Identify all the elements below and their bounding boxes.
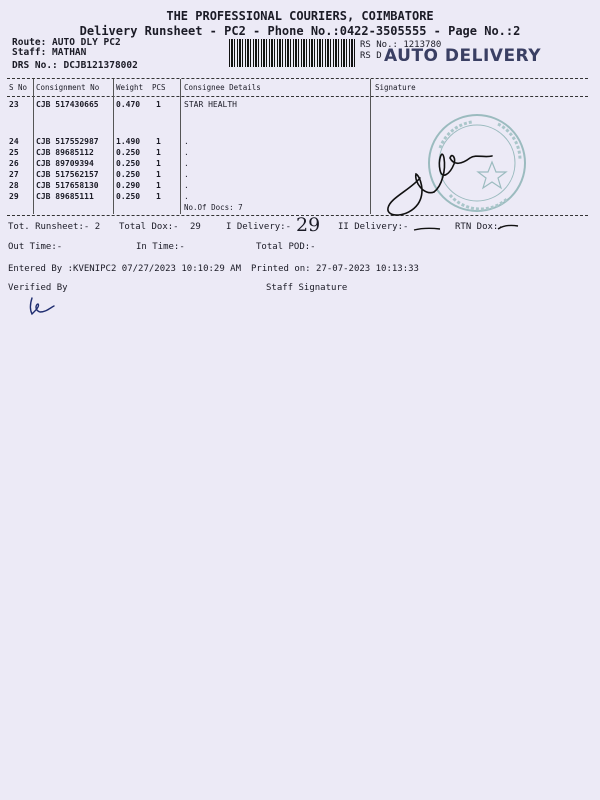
row-weight: 1.490 <box>116 137 141 146</box>
rs-number: RS No.: 1213780 <box>360 40 442 50</box>
row-pcs: 1 <box>156 148 161 157</box>
row-pcs: 1 <box>156 100 161 109</box>
col-header-consignee: Consignee Details <box>184 83 261 92</box>
verifier-initials-icon <box>18 296 58 318</box>
row-sno: 27 <box>9 170 19 179</box>
col-header-weight: Weight <box>116 83 144 92</box>
col-header-sno: S No <box>9 83 28 92</box>
document-title: THE PROFESSIONAL COURIERS, COIMBATORE <box>166 9 434 23</box>
rtn-dox-dash-icon <box>496 222 520 232</box>
table-header-rule <box>7 96 588 97</box>
total-dox-value: 29 <box>190 222 201 232</box>
rtn-dox-label: RTN Dox:- <box>455 222 504 232</box>
no-of-docs: No.Of Docs: 7 <box>184 203 243 212</box>
staff-signature-label: Staff Signature <box>266 283 348 293</box>
verified-by-label: Verified By <box>8 283 68 293</box>
staff-label: Staff: MATHAN <box>12 47 87 58</box>
row-pcs: 1 <box>156 192 161 201</box>
col-divider <box>370 79 371 214</box>
row-weight: 0.250 <box>116 170 141 179</box>
in-time-label: In Time:- <box>136 242 185 252</box>
tot-runsheet: Tot. Runsheet:- 2 <box>8 222 101 232</box>
row-consignee: STAR HEALTH <box>184 100 237 109</box>
row-sno: 24 <box>9 137 19 146</box>
row-consignee: . <box>184 170 189 179</box>
row-consignment: CJB 89685111 <box>36 192 94 201</box>
i-delivery-label: I Delivery:- <box>226 222 292 232</box>
i-delivery-handwritten-value: 29 <box>296 214 321 236</box>
col-header-consignment: Consignment No <box>36 83 100 92</box>
row-pcs: 1 <box>156 170 161 179</box>
row-weight: 0.250 <box>116 148 141 157</box>
col-divider <box>113 79 114 214</box>
col-header-pcs: PCS <box>152 83 166 92</box>
row-consignee: . <box>184 137 189 146</box>
row-consignment: CJB 517430665 <box>36 100 99 109</box>
col-header-signature: Signature <box>375 83 416 92</box>
row-sno: 29 <box>9 192 19 201</box>
row-pcs: 1 <box>156 181 161 190</box>
total-dox-label: Total Dox:- <box>119 222 179 232</box>
row-consignee: . <box>184 192 189 201</box>
row-pcs: 1 <box>156 137 161 146</box>
row-consignment: CJB 517552987 <box>36 137 99 146</box>
row-sno: 28 <box>9 181 19 190</box>
row-consignment: CJB 89685112 <box>36 148 94 157</box>
printed-on: Printed on: 27-07-2023 10:13:33 <box>251 264 419 274</box>
row-sno: 26 <box>9 159 19 168</box>
ii-delivery-label: II Delivery:- <box>338 222 409 232</box>
row-weight: 0.250 <box>116 159 141 168</box>
handwritten-signature-icon <box>388 154 492 215</box>
route-label: Route: AUTO DLY PC2 <box>12 37 121 48</box>
ii-delivery-dash-icon <box>412 224 442 234</box>
auto-delivery-stamp: AUTO DELIVERY <box>384 46 542 66</box>
drs-number: DRS No.: DCJB121378002 <box>12 60 138 71</box>
row-consignment: CJB 517562157 <box>36 170 99 179</box>
row-consignment: CJB 517658130 <box>36 181 99 190</box>
barcode <box>229 39 356 67</box>
row-weight: 0.470 <box>116 100 141 109</box>
row-sno: 23 <box>9 100 19 109</box>
company-seal-icon <box>429 115 525 211</box>
row-pcs: 1 <box>156 159 161 168</box>
rs-date-label: RS D <box>360 51 382 61</box>
runsheet-subtitle: Delivery Runsheet - PC2 - Phone No.:0422-3505555 - Page No.:2 <box>79 24 521 38</box>
table-top-rule <box>7 78 588 79</box>
row-consignee: . <box>184 181 189 190</box>
row-weight: 0.250 <box>116 192 141 201</box>
row-consignment: CJB 89709394 <box>36 159 94 168</box>
row-consignee: . <box>184 159 189 168</box>
row-weight: 0.290 <box>116 181 141 190</box>
company-seal-and-signature <box>380 100 580 225</box>
total-pod-label: Total POD:- <box>256 242 316 252</box>
col-divider <box>33 79 34 214</box>
row-consignee: . <box>184 148 189 157</box>
entered-by: Entered By :KVENIPC2 07/27/2023 10:10:29 AM <box>8 264 241 274</box>
out-time-label: Out Time:- <box>8 242 63 252</box>
col-divider <box>180 79 181 214</box>
row-sno: 25 <box>9 148 19 157</box>
